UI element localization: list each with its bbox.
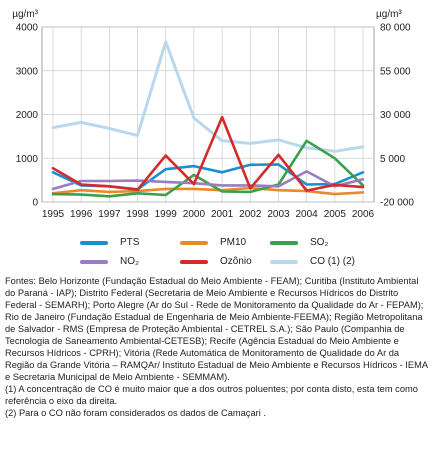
y-tick-label-right: 5 000 [380,153,406,165]
y-tick-label-left: 4000 [15,22,38,34]
x-tick-label: 2005 [323,209,346,220]
legend-label: Ozônio [220,256,252,267]
y-tick-label-right: 80 000 [380,22,411,34]
source-notes [5,275,431,419]
x-tick-label: 2002 [239,209,262,220]
left-axis-unit: µg/m³ [12,9,38,20]
legend-label: SO₂ [310,237,329,248]
x-tick-label: 2006 [351,209,375,220]
x-tick-label: 2004 [295,209,318,220]
x-tick-label: 1996 [70,209,93,220]
sources-note: Fontes: Belo Horizonte (Fundação Estadual do Meio Ambiente - FEAM); Curitiba (Instituto Ambiental do Paraná - IAP); Distrito Federal (Secretaria de Meio Ambiente e Recursos Hídricos do Distrito Federal - SEMARH); Porto Alegre (Ar do Sul - Rede de Monitoramento da Qualidade do Ar - FEPAM); Rio de Janeiro (Fundação Estadual de Engenharia de Meio Ambiente-FEEMA); Região Metropolitana de Salvador - RMS (Empresa de Proteção Ambiental - CETREL S.A.); São Paulo (Companhia de Tecnologia de Saneamento Ambiental-CETESB); Recife (Agência Estadual do Meio Ambiente e Recursos Hídricos - CPRH); Vitória (Rede Automática de Monitoramento de Qualidade do Ar da Região da Grande Vitória – RAMQAr/ Instituto Estadual de Meio Ambiente e Recursos Hídricos - IEMA e Secretaria Municipal de Meio Ambiente - SEMMAM). [5,276,428,382]
x-tick-label: 1997 [98,209,121,220]
legend-label: CO (1) (2) [310,256,355,267]
y-tick-label-left: 1000 [15,153,38,165]
legend-swatch [180,260,208,264]
legend-label: NO₂ [120,256,139,267]
y-tick-label-right: 30 000 [380,110,411,121]
right-axis-unit: µg/m³ [376,9,402,20]
x-tick-label: 2003 [267,209,290,220]
legend-swatch [270,241,298,245]
footnote-2: (2) Para o CO não foram considerados os dados de Camaçari . [5,408,266,418]
x-tick-label: 1998 [126,209,149,220]
legend-swatch [80,260,108,264]
x-tick-label: 2001 [210,209,234,220]
legend-swatch [270,260,298,264]
legend [0,230,436,272]
y-tick-label-left: 0 [32,197,38,209]
legend-swatch [180,241,208,245]
legend-swatch [80,241,108,245]
x-tick-label: 1995 [41,209,65,220]
footnote-1: (1) A concentração de CO é muito maior que a dos outros poluentes; por conta disto, esta tem como referência o eixo da direita. [5,384,418,406]
legend-label: PM10 [220,237,247,248]
y-tick-label-left: 2000 [15,110,38,121]
x-tick-label: 2000 [182,209,206,220]
x-tick-label: 1999 [154,209,177,220]
y-tick-label-right: 55 000 [380,66,411,78]
legend-label: PTS [120,237,140,248]
y-tick-label-right: -20 000 [380,197,414,209]
y-tick-label-left: 3000 [15,66,38,78]
